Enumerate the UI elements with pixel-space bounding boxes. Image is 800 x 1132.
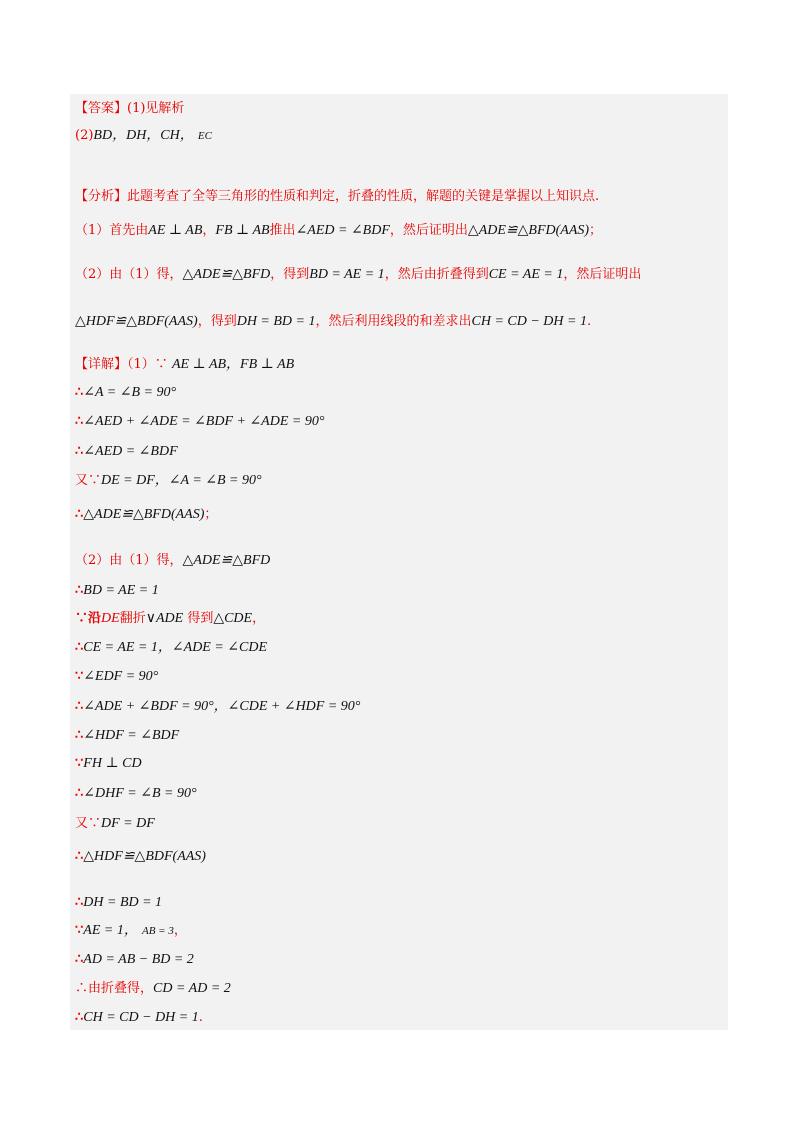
analysis-s1-m1: AE ⊥ AB [148, 223, 203, 238]
analysis-s1-m2: FB ⊥ AB [215, 223, 270, 238]
analysis-step3 [75, 313, 591, 331]
analysis-s1-d: ，然后证明出 [389, 223, 468, 238]
detail-l21-m: CD = AD = 2 [153, 981, 231, 996]
therefore-symbol: ∴ [75, 640, 84, 655]
therefore-symbol: ∴ [75, 849, 84, 864]
analysis-s3-m2: DH = BD = 1 [236, 314, 316, 329]
because-symbol: ∵ [75, 669, 84, 684]
analysis-s1-m4: △ADE≌△BFD(AAS) [467, 223, 590, 238]
because-symbol: ∵ [75, 756, 84, 771]
analysis-s2-d: ，然后证明出 [563, 267, 642, 282]
detail-l4: ∠AED = ∠BDF [83, 444, 178, 459]
detail-line-12 [75, 698, 360, 716]
therefore-symbol: ∴ [75, 385, 84, 400]
detail-l1-a: （1）∵ [127, 357, 168, 372]
answer-part2-items: BD，DH，CH， [93, 128, 194, 143]
because-symbol: ∵ [75, 923, 84, 938]
detail-line-10 [75, 639, 267, 657]
detail-l13: ∠HDF = ∠BDF [83, 728, 180, 743]
detail-l21-a: ∴由折叠得， [75, 981, 154, 996]
analysis-s3-m3: CH = CD − DH = 1 [471, 314, 587, 329]
therefore-symbol: ∴ [75, 728, 84, 743]
detail-l7-m: △ADE≌△BFD [182, 553, 271, 568]
detail-l16-m: DF = DF [101, 816, 155, 831]
detail-l15: ∠DHF = ∠B = 90° [83, 786, 197, 801]
analysis-s2-a: （2）由（1）得， [75, 267, 183, 282]
analysis-step2 [75, 266, 641, 284]
analysis-s3-b: ，然后利用线段的和差求出 [315, 314, 472, 329]
detail-l16-a: 又∵ [75, 816, 102, 831]
detail-l19-m1: AE = 1， [83, 923, 138, 938]
detail-line-14 [75, 755, 142, 773]
detail-line-2 [75, 384, 176, 402]
detail-l18: DH = BD = 1 [83, 895, 163, 910]
therefore-symbol: ∴ [75, 895, 84, 910]
detail-l22-e: . [198, 1010, 203, 1025]
detail-line-8 [75, 582, 159, 600]
therefore-symbol: ∴ [75, 699, 84, 714]
detail-l19-e: ， [173, 923, 187, 938]
detail-line-20 [75, 951, 194, 969]
analysis-s1-a: （1）首先由 [75, 223, 149, 238]
answer-line-1 [75, 100, 184, 118]
analysis-s3-a: ，得到 [197, 314, 237, 329]
detail-l2: ∠A = ∠B = 90° [83, 385, 177, 400]
therefore-symbol: ∴ [75, 414, 84, 429]
detail-line-4 [75, 443, 178, 461]
detail-l7-a: （2）由（1）得， [75, 553, 183, 568]
detail-l6-m: △ADE≌△BFD(AAS) [83, 507, 205, 522]
detail-line-7 [75, 552, 270, 570]
detail-line-18 [75, 894, 162, 912]
detail-l9-m2: △CDE [213, 611, 253, 626]
detail-line-19 [75, 922, 187, 940]
analysis-s2-b: ，得到 [270, 267, 310, 282]
detail-l9-e: ， [252, 611, 266, 626]
analysis-step1 [75, 222, 602, 240]
detail-l19-m2: AB = 3 [141, 925, 174, 937]
detail-l9-d: 得到 [187, 611, 214, 626]
answer-part1: (1)见解析 [127, 101, 185, 116]
detail-l14: FH ⊥ CD [83, 756, 142, 771]
detail-line-22 [75, 1009, 203, 1027]
answer-part2-last: EC [197, 130, 212, 142]
therefore-symbol: ∴ [75, 786, 84, 801]
detail-line-15 [75, 785, 197, 803]
detail-l8: BD = AE = 1 [83, 583, 159, 598]
detail-line-17 [75, 848, 206, 866]
answer-part2-prefix: (2) [75, 128, 94, 143]
analysis-intro: 此题考查了全等三角形的性质和判定，折叠的性质，解题的关键是掌握以上知识点. [127, 189, 600, 204]
detail-l17: △HDF≌△BDF(AAS) [83, 849, 206, 864]
analysis-s2-m2: BD = AE = 1 [309, 267, 385, 282]
analysis-intro-line [75, 188, 599, 206]
detail-l9-b: DE [101, 611, 120, 626]
detail-line-16 [75, 815, 155, 833]
detail-l20: AD = AB − BD = 2 [83, 952, 194, 967]
analysis-s3-c: . [586, 314, 592, 329]
analysis-s2-m1: △ADE≌△BFD [182, 267, 271, 282]
analysis-s1-m3: ∠AED = ∠BDF [295, 223, 390, 238]
analysis-label: 【分析】 [75, 189, 128, 204]
analysis-s1-e: ； [589, 223, 603, 238]
analysis-s1-c: 推出 [269, 223, 296, 238]
detail-l9-c: 翻折 [119, 611, 146, 626]
detail-line-13 [75, 727, 179, 745]
detail-l9-m1: ∨ADE [145, 611, 184, 626]
therefore-symbol: ∴ [75, 444, 84, 459]
analysis-s2-c: ，然后由折叠得到 [384, 267, 489, 282]
detail-line-5 [75, 472, 262, 490]
detail-l11: ∠EDF = 90° [83, 669, 159, 684]
detail-l12: ∠ADE + ∠BDF = 90°，∠CDE + ∠HDF = 90° [83, 699, 361, 714]
detail-l5-m: DE = DF，∠A = ∠B = 90° [101, 473, 262, 488]
detail-l9-a: ∵沿 [75, 611, 102, 626]
detail-l22: CH = CD − DH = 1 [83, 1010, 199, 1025]
detail-line-9 [75, 610, 265, 628]
detail-line-21 [75, 980, 231, 998]
analysis-s3-m1: △HDF≌△BDF(AAS) [75, 314, 198, 329]
detail-l5-a: 又∵ [75, 473, 102, 488]
answer-label: 【答案】 [75, 101, 128, 116]
analysis-s2-m3: CE = AE = 1 [488, 267, 564, 282]
therefore-symbol: ∴ [75, 507, 84, 522]
detail-l10: CE = AE = 1，∠ADE = ∠CDE [83, 640, 268, 655]
detail-line-6 [75, 506, 217, 524]
detail-line-1 [75, 356, 294, 374]
therefore-symbol: ∴ [75, 583, 84, 598]
detail-l6-b: ； [204, 507, 218, 522]
detail-l3: ∠AED + ∠ADE = ∠BDF + ∠ADE = 90° [83, 414, 325, 429]
detail-label: 【详解】 [75, 357, 128, 372]
therefore-symbol: ∴ [75, 952, 84, 967]
detail-line-3 [75, 413, 324, 431]
therefore-symbol: ∴ [75, 1010, 84, 1025]
detail-l1-m: AE ⊥ AB，FB ⊥ AB [171, 357, 295, 372]
detail-line-11 [75, 668, 158, 686]
answer-line-2 [75, 127, 212, 145]
analysis-s1-b: ， [202, 223, 216, 238]
